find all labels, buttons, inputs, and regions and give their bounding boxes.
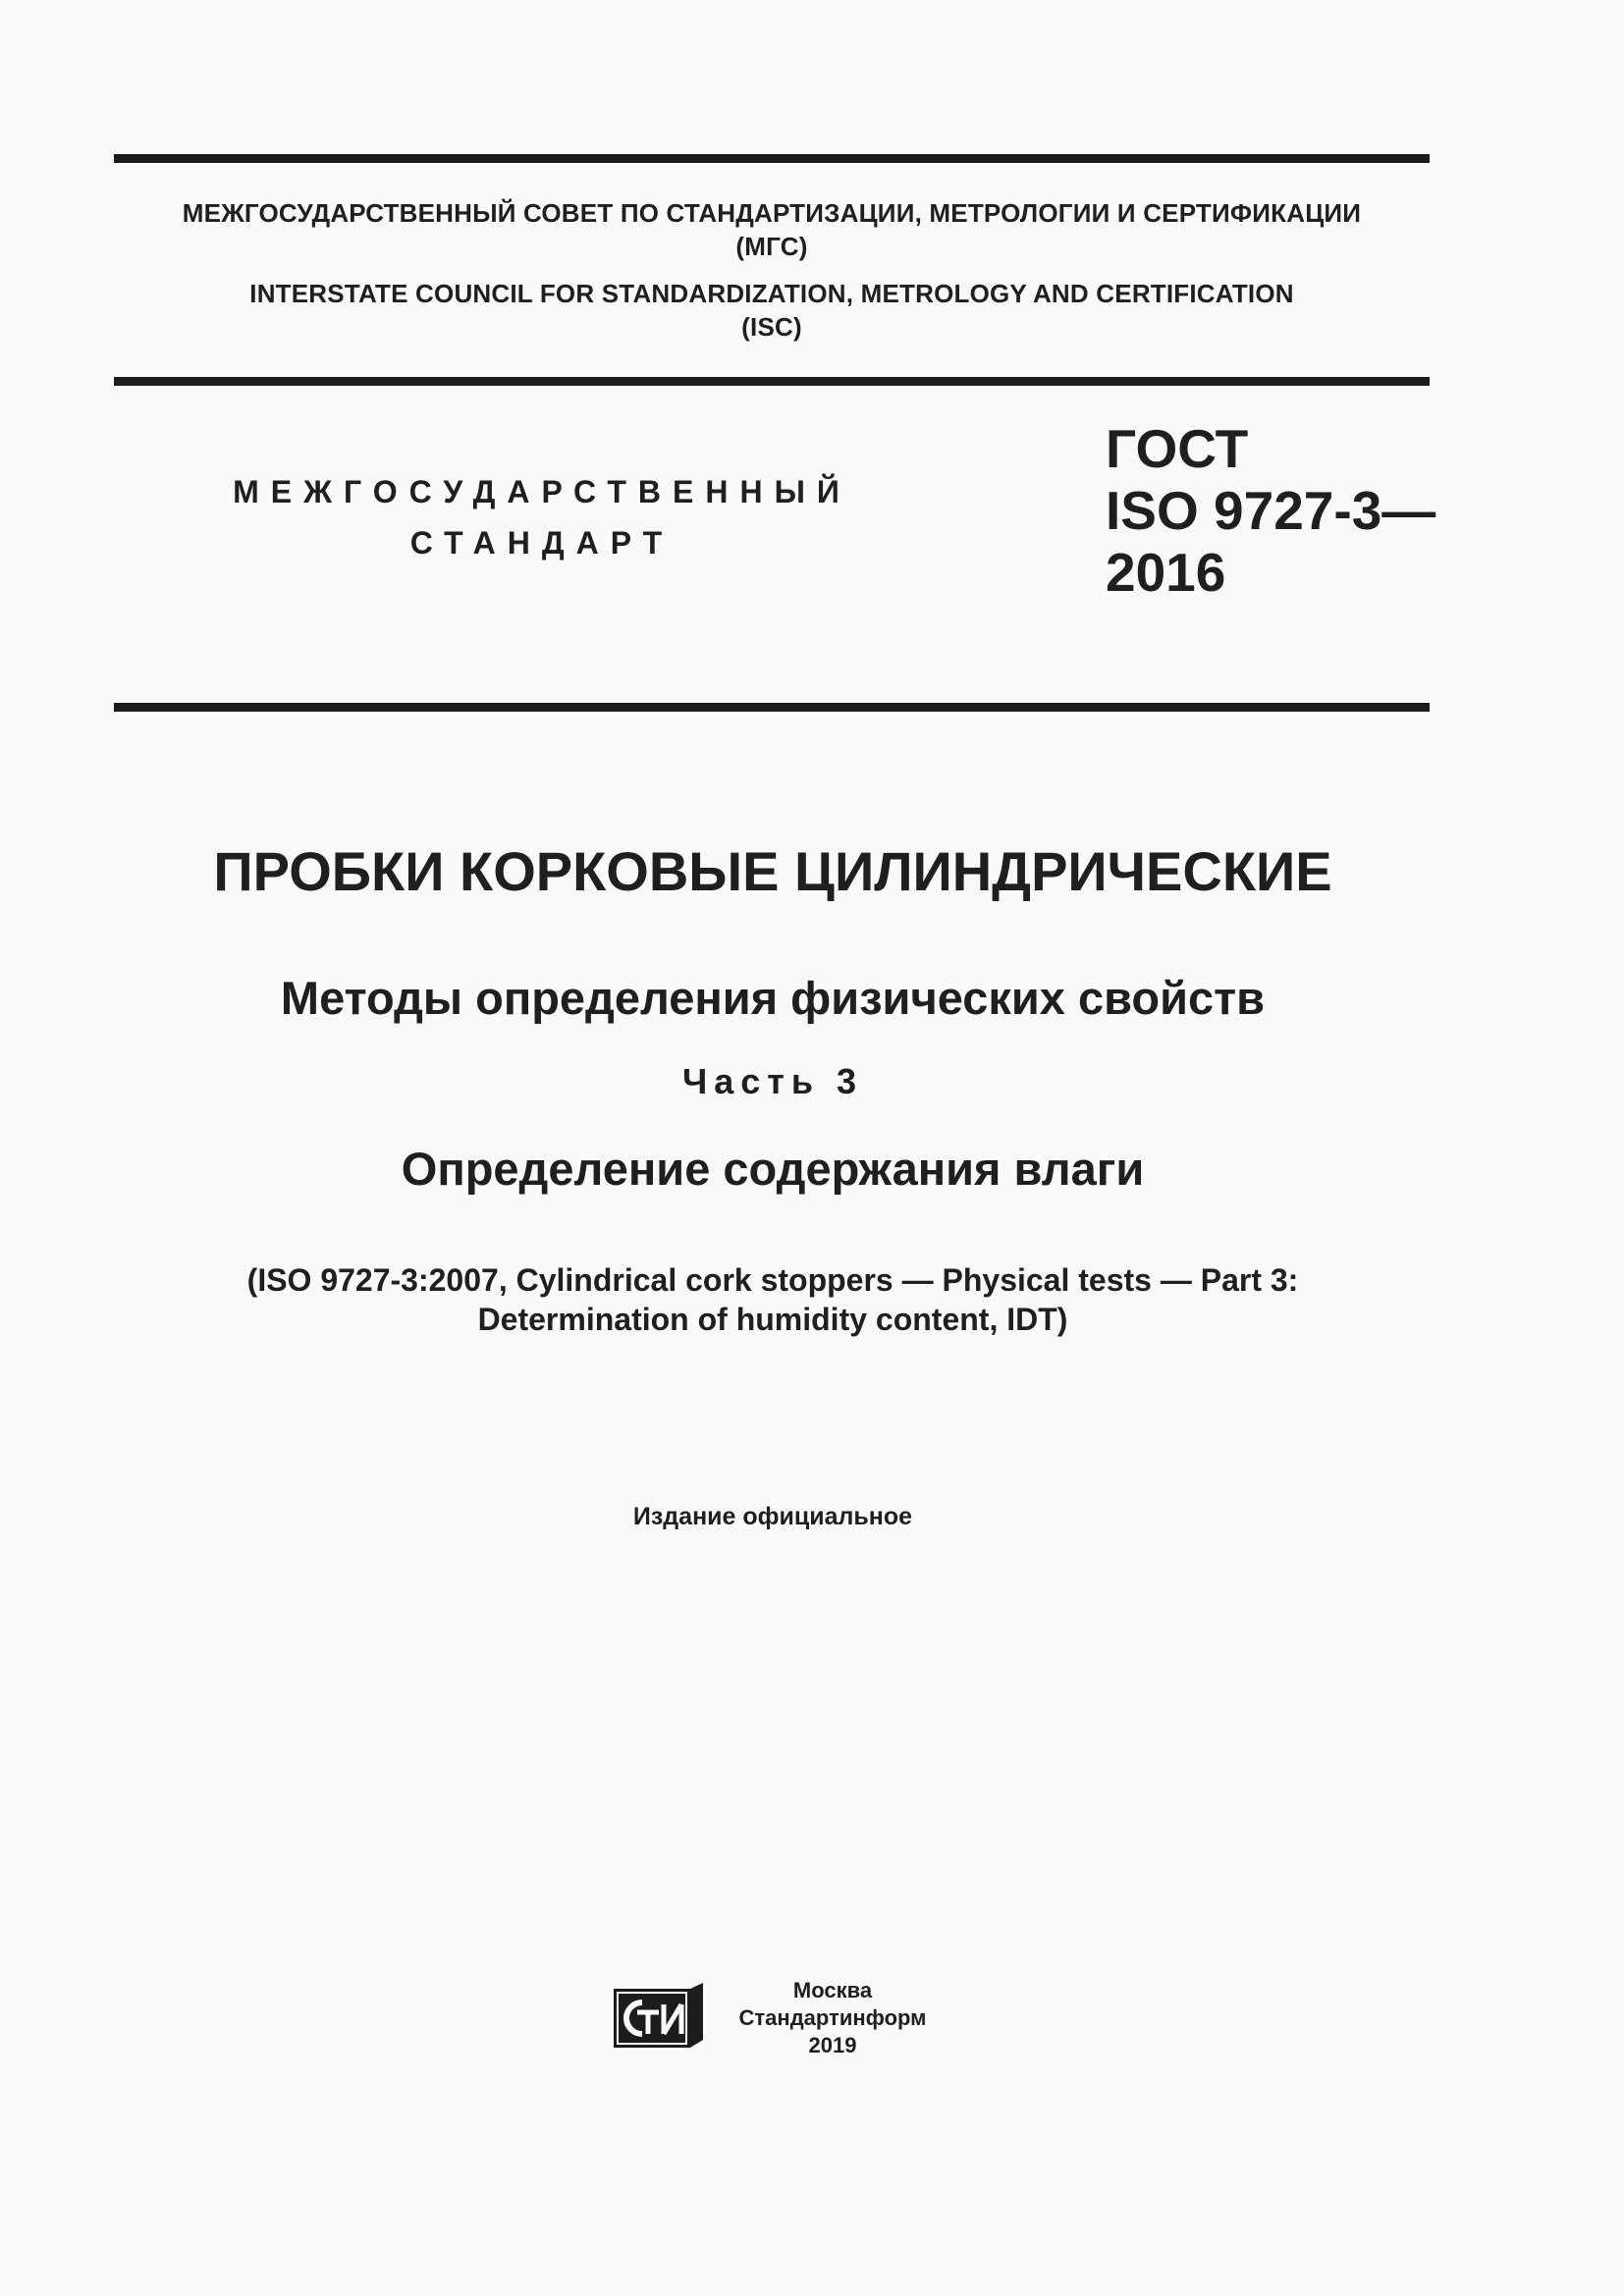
standartinform-logo-icon (612, 1983, 705, 2054)
iso-reference (0, 1260, 1545, 1339)
council-name-ru-line1: МЕЖГОСУДАРСТВЕННЫЙ СОВЕТ ПО СТАНДАРТИЗАЦИИ, МЕТРОЛОГИИ И СЕРТИФИКАЦИИ (182, 198, 1362, 228)
iso-reference-line2: Determination of humidity content, IDT) (477, 1302, 1068, 1337)
main-title: ПРОБКИ КОРКОВЫЕ ЦИЛИНДРИЧЕСКИЕ (213, 840, 1332, 902)
publisher-city: Москва (792, 1978, 873, 2002)
standard-type-line1: МЕЖГОСУДАРСТВЕННЫЙ (233, 474, 851, 509)
council-name-en-line1: INTERSTATE COUNCIL FOR STANDARDIZATION, METROLOGY AND CERTIFICATION (249, 279, 1294, 308)
part-label: Часть 3 (681, 1061, 864, 1101)
gost-designation (1106, 418, 1435, 604)
gost-number: ISO 9727-3— (1106, 480, 1436, 541)
council-abbr-ru: (МГС) (735, 232, 808, 261)
council-name-ru (114, 196, 1430, 263)
council-name-en (114, 277, 1430, 344)
edition-label: Издание официальное (632, 1503, 913, 1530)
standard-type (114, 466, 970, 568)
part-title: Определение содержания влаги (401, 1143, 1145, 1195)
publisher-name: Стандартинформ (738, 2005, 927, 2030)
standard-type-line2: СТАНДАРТ (409, 525, 675, 561)
gost-year: 2016 (1106, 542, 1226, 603)
publisher-info (723, 1977, 943, 2059)
council-abbr-en: (ISC) (741, 312, 802, 342)
top-rule (114, 154, 1430, 163)
gost-label: ГОСТ (1106, 418, 1249, 479)
subtitle: Методы определения физических свойств (280, 972, 1266, 1024)
designation-rule (114, 703, 1430, 712)
publisher-year: 2019 (808, 2033, 857, 2057)
header-rule (114, 377, 1430, 386)
iso-reference-line1: (ISO 9727-3:2007, Cylindrical cork stoppers — Physical tests — Part 3: (246, 1262, 1299, 1298)
